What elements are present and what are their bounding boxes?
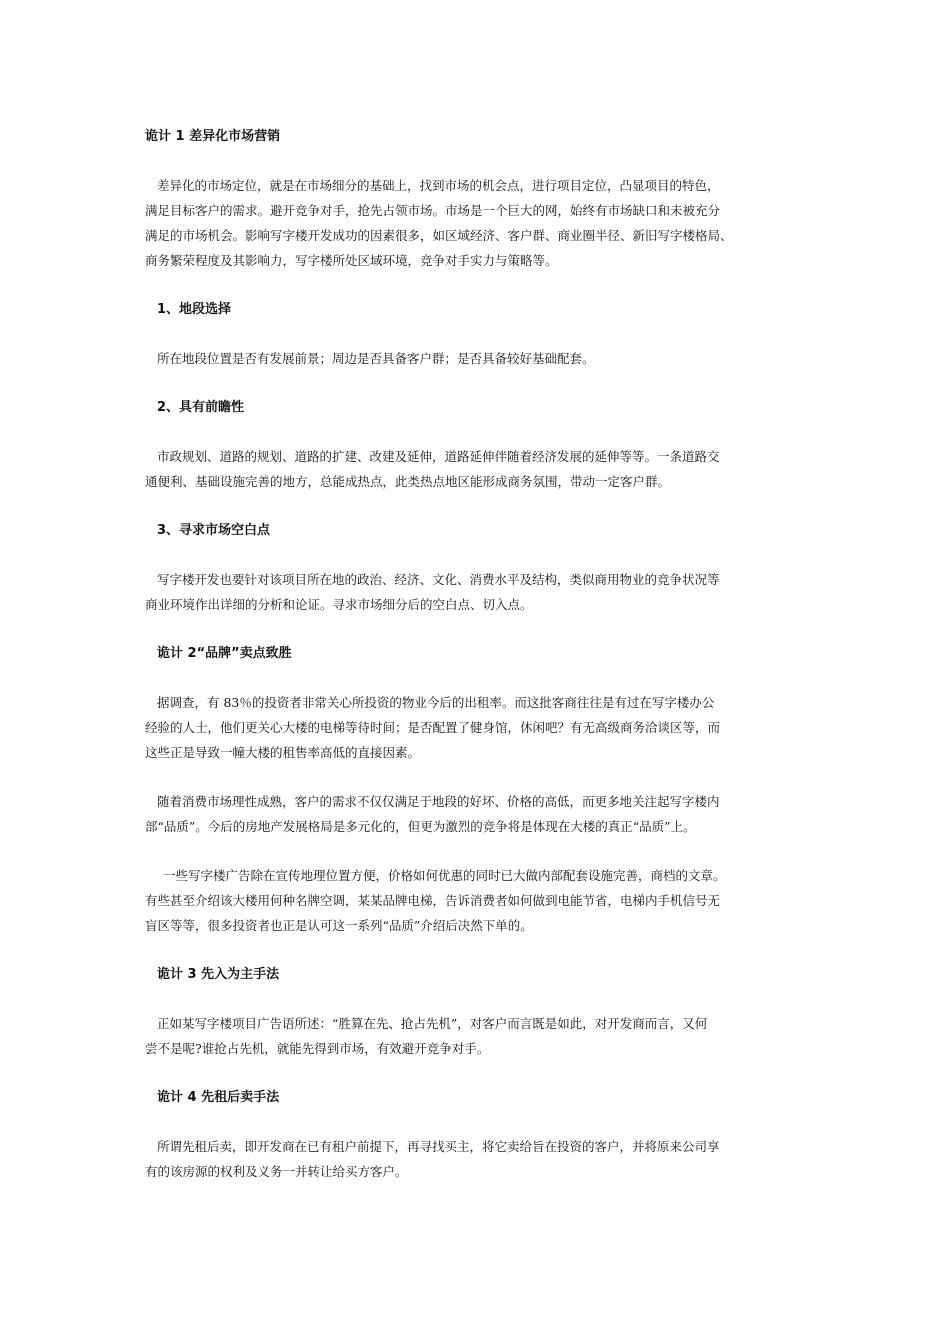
paragraph-line: 满足的市场机会。影响写字楼开发成功的因素很多，如区域经济、客户群、商业圈半径、新旧写字楼格局、	[145, 228, 733, 243]
paragraph-line: 差异化的市场定位，就是在市场细分的基础上，找到市场的机会点，进行项目定位，凸显项目的特色，	[157, 178, 720, 193]
subheading-foresight: 2、具有前瞻性	[157, 400, 245, 415]
section-heading-3: 诡计 3 先入为主手法	[157, 967, 280, 982]
paragraph-1	[145, 173, 825, 273]
paragraph-line: 商业环境作出详细的分析和论证。寻求市场细分后的空白点、切入点。	[145, 597, 533, 612]
paragraph-line: 盲区等等，很多投资者也正是认可这一系列“品质”介绍后决然下单的。	[145, 918, 533, 933]
paragraph-line: 写字楼开发也要针对该项目所在地的政治、经济、文化、消费水平及结构，类似商用物业的竞争状况等	[157, 572, 720, 587]
paragraph-5	[145, 690, 825, 765]
document-body	[145, 124, 825, 1184]
paragraph-line: 满足目标客户的需求。避开竞争对手，抢先占领市场。市场是一个巨大的网，始终有市场缺口和未被充分	[145, 203, 721, 218]
paragraph-line: 据调查，有 83％的投资者非常关心所投资的物业今后的出租率。而这批客商往往是有过在写字楼办公	[157, 695, 715, 710]
paragraph-line: 有的该房源的权利及义务一并转让给买方客户。	[145, 1164, 408, 1179]
paragraph-line: 商务繁荣程度及其影响力，写字楼所处区域环境，竞争对手实力与策略等。	[145, 253, 558, 268]
paragraph-line: 所谓先租后卖，即开发商在已有租户前提下，再寻找买主，将它卖给旨在投资的客户，并将原来公司享	[157, 1139, 720, 1154]
paragraph-line: 所在地段位置是否有发展前景；周边是否具备客户群；是否具备较好基础配套。	[157, 351, 595, 366]
paragraph-line: 通便利、基础设施完善的地方，总能成热点，此类热点地区能形成商务氛围，带动一定客户群。	[145, 474, 671, 489]
paragraph-6	[145, 789, 825, 839]
paragraph-4	[145, 567, 825, 617]
paragraph-line: 市政规划、道路的规划、道路的扩建、改建及延伸，道路延伸伴随着经济发展的延伸等等。一条道路交	[157, 449, 720, 464]
paragraph-line: 一些写字楼广告除在宣传地理位置方便，价格如何优惠的同时已大做内部配套设施完善，商档的文章。	[163, 868, 726, 883]
paragraph-line: 有些甚至介绍该大楼用何种名牌空调，某某品牌电梯，告诉消费者如何做到电能节省，电梯内手机信号无	[145, 893, 721, 908]
paragraph-line: 部“品质”。今后的房地产发展格局是多元化的，但更为激烈的竞争将是体现在大楼的真正“品质”上。	[145, 819, 696, 834]
paragraph-line: 经验的人士，他们更关心大楼的电梯等待时间；是否配置了健身馆，休闲吧？有无高级商务洽谈区等，而	[145, 720, 721, 735]
paragraph-3	[145, 444, 825, 494]
paragraph-line: 随着消费市场理性成熟，客户的需求不仅仅满足于地段的好坏、价格的高低，而更多地关注起写字楼内	[157, 794, 720, 809]
section-heading-4: 诡计 4 先租后卖手法	[157, 1090, 280, 1105]
paragraph-line: 正如某写字楼项目广告语所述：“胜算在先、抢占先机”，对客户而言既是如此，对开发商而言，又何	[157, 1016, 708, 1031]
section-heading-2: 诡计 2“品牌”卖点致胜	[157, 646, 292, 661]
subheading-location: 1、地段选择	[157, 302, 232, 317]
paragraph-8	[145, 1011, 825, 1061]
section-heading-1: 诡计 1 差异化市场营销	[145, 129, 281, 144]
paragraph-7	[145, 863, 825, 938]
subheading-market-gap: 3、寻求市场空白点	[157, 523, 271, 538]
paragraph-line: 尝不是呢?谁抢占先机，就能先得到市场，有效避开竞争对手。	[145, 1041, 490, 1056]
paragraph-line: 这些正是导致一幢大楼的租售率高低的直接因素。	[145, 745, 421, 760]
paragraph-9	[145, 1134, 825, 1184]
paragraph-2	[145, 346, 825, 371]
